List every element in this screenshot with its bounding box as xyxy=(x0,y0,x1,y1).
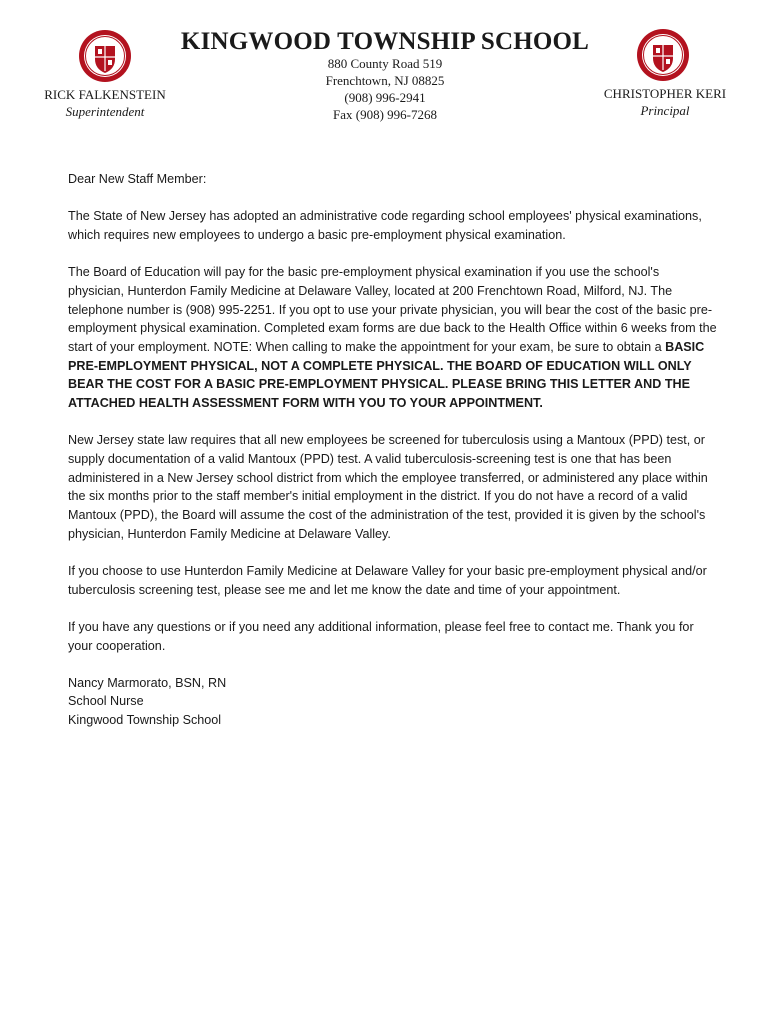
signature-org: Kingwood Township School xyxy=(68,713,222,728)
phone-line: (908) 996-2941 xyxy=(344,90,426,105)
paragraph-code: The State of New Jersey has adopted an administrative code regarding school employees' physical examinations, which requires new employees to undergo a basic pre-employment physical examination. xyxy=(68,209,702,242)
principal-title: Principal xyxy=(640,103,690,118)
paragraph-board-payment-text: The Board of Education will pay for the basic pre-employment physical examination if you use the school's physician, Hunterdon Family Medicine at Delaware Valley, located at 200 Frenchtown Road, Milford, NJ. The telephone number is (908) 995-2251. If you opt to use your private physician, you will bear the cost of the basic pre-employment physical examination. Completed exam forms are due back to the Health Office within 6 weeks from the start of your employment. NOTE: When calling to make the appointment for your exam, be sure to obtain a xyxy=(68,265,717,354)
paragraph-board-payment xyxy=(68,263,718,413)
letterhead xyxy=(0,0,770,130)
school-address xyxy=(285,55,485,123)
signature-block xyxy=(68,674,718,730)
paragraph-appointment: If you choose to use Hunterdon Family Medicine at Delaware Valley for your basic pre-employment physical and/or tuberculosis screening test, please see me and let me know the date and time of your appointment. xyxy=(68,563,707,597)
principal-name: CHRISTOPHER KERI xyxy=(603,86,727,101)
superintendent-name: RICK FALKENSTEIN xyxy=(44,87,166,102)
greeting: Dear New Staff Member: xyxy=(68,172,207,186)
school-seal-icon xyxy=(78,29,132,83)
signature-role: School Nurse xyxy=(68,694,144,709)
address-line: Frenchtown, NJ 08825 xyxy=(325,73,445,88)
signature-name: Nancy Marmorato, BSN, RN xyxy=(68,675,227,690)
principal-block xyxy=(590,85,740,119)
fax-line: Fax (908) 996-7268 xyxy=(333,107,437,122)
address-line: 880 County Road 519 xyxy=(327,56,443,71)
letter-body xyxy=(68,170,718,730)
superintendent-title: Superintendent xyxy=(65,104,145,119)
school-name: KINGWOOD TOWNSHIP SCHOOL xyxy=(180,28,590,55)
school-seal-icon xyxy=(636,28,690,82)
paragraph-tuberculosis: New Jersey state law requires that all new employees be screened for tuberculosis using a Mantoux (PPD) test, or supply documentation of a valid Mantoux (PPD) test. A valid tuberculosis-screening test is one that has been administered in a New Jersey school district from which the employee transferred, or administered any place within the six months prior to the staff member's initial employment in the district. If you do not have a record of a valid Mantoux (PPD), the Board will assume the cost of the administration of the test, provided it is given by the school's physician, Hunterdon Family Medicine at Delaware Valley. xyxy=(68,433,708,541)
paragraph-board-payment-emphasis: BASIC PRE-EMPLOYMENT PHYSICAL, NOT A COMPLETE PHYSICAL. THE BOARD OF EDUCATION WILL ONLY BEAR THE COST FOR A BASIC PRE-EMPLOYMENT PHYSICAL. PLEASE BRING THIS LETTER AND THE ATTACHED HEALTH ASSESSMENT FORM WITH YOU TO YOUR APPOINTMENT. xyxy=(68,339,705,411)
paragraph-contact: If you have any questions or if you need any additional information, please feel free to contact me. Thank you for your cooperation. xyxy=(68,619,694,653)
superintendent-block xyxy=(30,86,180,120)
